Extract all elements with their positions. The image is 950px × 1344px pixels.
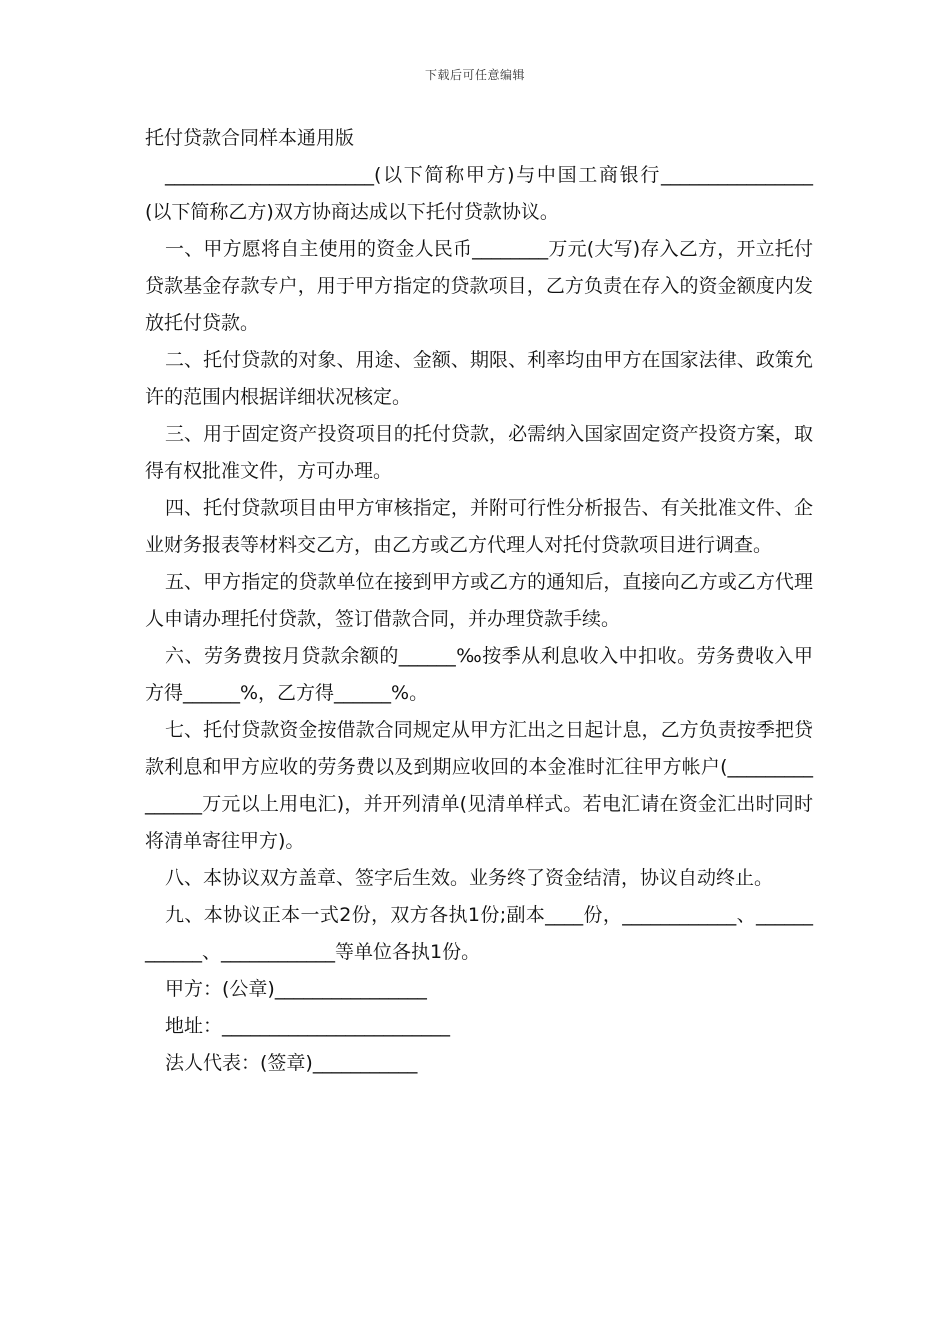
paragraph-clause-6: 六、劳务费按月贷款余额的______‰按季从利息收入中扣收。劳务费收入甲方得______%，乙方得______%。 <box>145 645 813 704</box>
paragraph-clause-2: 二、托付贷款的对象、用途、金额、期限、利率均由甲方在国家法律、政策允许的范围内根据详细状况核定。 <box>145 349 813 408</box>
paragraph-clause-9: 九、本协议正本一式2份，双方各执1份;副本____份，____________、____________、____________等单位各执1份。 <box>145 904 813 963</box>
document-title: 托付贷款合同样本通用版 <box>145 127 355 149</box>
document-body <box>145 120 813 1082</box>
signature-legal-rep: 法人代表：(签章)___________ <box>165 1052 418 1074</box>
paragraph-clause-8: 八、本协议双方盖章、签字后生效。业务终了资金结清，协议自动终止。 <box>165 867 774 889</box>
paragraph-clause-7: 七、托付贷款资金按借款合同规定从甲方汇出之日起计息，乙方负责按季把贷款利息和甲方应收的劳务费以及到期应收回的本金准时汇往甲方帐户(_______________万元以上用电汇)，并开列清单(见清单样式。若电汇请在资金汇出时同时将清单寄往甲方)。 <box>145 719 813 852</box>
signature-address: 地址：________________________ <box>165 1015 451 1037</box>
paragraph-clause-3: 三、用于固定资产投资项目的托付贷款，必需纳入国家固定资产投资方案，取得有权批准文件，方可办理。 <box>145 423 813 482</box>
paragraph-clause-5: 五、甲方指定的贷款单位在接到甲方或乙方的通知后，直接向乙方或乙方代理人申请办理托付贷款，签订借款合同，并办理贷款手续。 <box>145 571 813 630</box>
signature-party-a: 甲方：(公章)________________ <box>165 978 427 1000</box>
paragraph-intro: ______________________(以下简称甲方)与中国工商银行________________(以下简称乙方)双方协商达成以下托付贷款协议。 <box>145 164 813 223</box>
header-note: 下载后可任意编辑 <box>424 68 525 82</box>
paragraph-clause-4: 四、托付贷款项目由甲方审核指定，并附可行性分析报告、有关批准文件、企业财务报表等材料交乙方，由乙方或乙方代理人对托付贷款项目进行调查。 <box>145 497 813 556</box>
paragraph-clause-1: 一、甲方愿将自主使用的资金人民币________万元(大写)存入乙方，开立托付贷款基金存款专户，用于甲方指定的贷款项目，乙方负责在存入的资金额度内发放托付贷款。 <box>145 238 813 334</box>
